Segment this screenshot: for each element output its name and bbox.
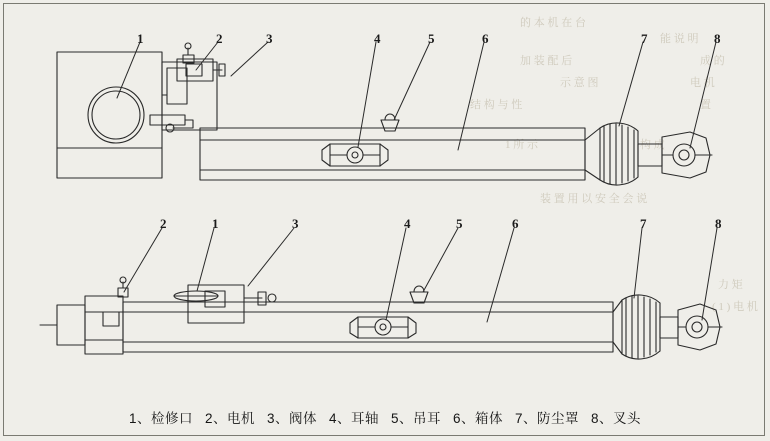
bleed-through-text: 的 本 机 在 台 bbox=[520, 17, 586, 29]
legend-item: 2、电机 bbox=[204, 411, 255, 426]
bleed-through-text: 示 意 图 bbox=[560, 77, 599, 89]
bottom-view-trunnion bbox=[350, 317, 416, 338]
legend-item: 5、吊耳 bbox=[391, 411, 442, 426]
legend-item: 7、防尘罩 bbox=[515, 411, 580, 426]
bottom-callout-3: 3 bbox=[292, 216, 299, 231]
bottom-view-end-cap bbox=[57, 305, 85, 345]
legend-item: 3、阀体 bbox=[266, 411, 317, 426]
parts-legend bbox=[0, 407, 770, 427]
top-view-trunnion bbox=[322, 144, 388, 166]
bottom-view-assembly bbox=[40, 228, 722, 359]
top-callout-6: 6 bbox=[482, 31, 489, 46]
bottom-callout-4: 4 bbox=[404, 216, 411, 231]
bleed-through-text: 力 矩 bbox=[718, 279, 743, 291]
bleed-through-text: ( 1 ) 电 机 bbox=[712, 301, 758, 313]
legend-item: 6、箱体 bbox=[453, 411, 504, 426]
bottom-callout-8: 8 bbox=[715, 216, 722, 231]
bleed-through-text: 1 所 示 bbox=[505, 139, 538, 151]
bleed-through-text: 加 装 配 后 bbox=[520, 55, 573, 67]
top-view-assembly bbox=[57, 42, 716, 185]
bottom-view-motor bbox=[85, 296, 123, 354]
top-callout-8: 8 bbox=[714, 31, 721, 46]
legend-item: 4、耳轴 bbox=[328, 411, 379, 426]
legend-item: 1、检修口 bbox=[128, 411, 193, 426]
bottom-callout-7: 7 bbox=[640, 216, 647, 231]
top-view-cylinder-body bbox=[200, 128, 585, 180]
bleed-through-text: 电 机 bbox=[690, 77, 715, 89]
top-callout-3: 3 bbox=[266, 31, 273, 46]
bleed-through-text: 能 说 明 bbox=[660, 33, 699, 45]
bottom-callout-2: 2 bbox=[160, 216, 167, 231]
legend-item: 8、叉头 bbox=[591, 411, 642, 426]
bleed-through-text: 置 bbox=[700, 99, 711, 111]
bottom-callout-6: 6 bbox=[512, 216, 519, 231]
top-callout-4: 4 bbox=[374, 31, 381, 46]
top-view-inspection-port bbox=[88, 87, 144, 143]
top-view-fork-head bbox=[662, 132, 712, 178]
bleed-through-text: 装 置 用 以 安 全 会 说 bbox=[540, 193, 648, 205]
bleed-through-text: 成 的 bbox=[700, 55, 725, 67]
bottom-callout-5: 5 bbox=[456, 216, 463, 231]
top-view-housing bbox=[57, 52, 162, 178]
top-callout-1: 1 bbox=[137, 31, 144, 46]
top-callout-5: 5 bbox=[428, 31, 435, 46]
top-callout-2: 2 bbox=[216, 31, 223, 46]
bottom-view-dust-boot bbox=[613, 295, 660, 359]
bleed-through-text: 构 成 bbox=[640, 139, 665, 151]
bottom-callout-1: 1 bbox=[212, 216, 219, 231]
bottom-view-fork-head bbox=[678, 304, 722, 350]
bleed-through-text: 结 构 与 性 bbox=[470, 99, 523, 111]
top-view-dust-boot bbox=[585, 123, 638, 185]
top-callout-7: 7 bbox=[641, 31, 648, 46]
bottom-view-inspection-port bbox=[174, 291, 218, 301]
